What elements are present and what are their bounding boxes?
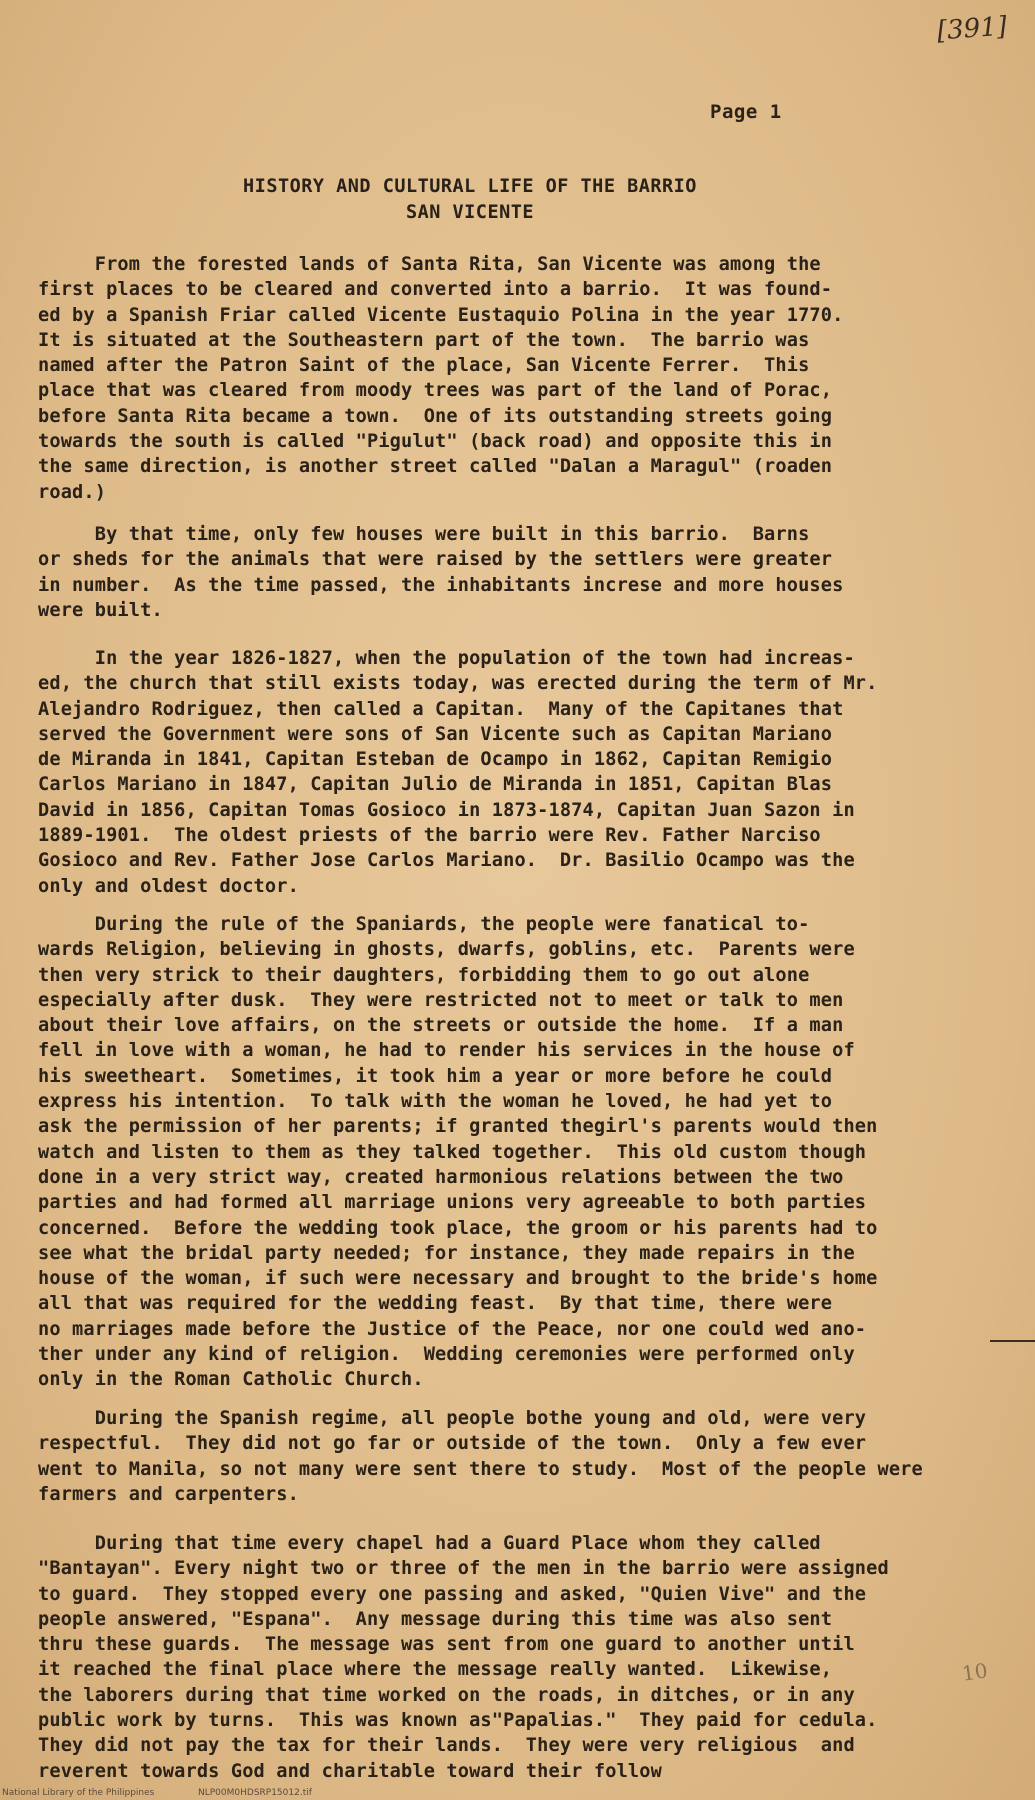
paragraph-spanish-customs: During the rule of the Spaniards, the people were fanatical to- wards Religion, believing in ghosts, dwarfs, goblins, etc. Parents were then very strick to their daughters, forbidding them to go out alone especially after dusk. They were restricted not to meet or talk to men about their love affairs, on the streets or outside the home. If a man fell in love with a woman, he had to render his services in the house of his sweetheart. Sometimes, it took him a year or more before he could express his intention. To talk with the woman he loved, he had yet to ask the permission of her parents; if granted thegirl's parents would then watch and listen to them as they talked together. This old custom though done in a very strict way, created harmonious relations between the two parties and had formed all marriage unions very agreeable to both parties concerned. Before the wedding took place, the groom or his parents had to see what the bridal party needed; for instance, they made repairs in the house of the woman, if such were necessary and brought to the bride's home all that was required for the wedding feast. By that time, there were no marriages made before the Justice of the Peace, nor one could wed ano- ther under any kind of religion. Wedding ceremonies were performed only only in the Roman Catholic Church. (38, 914, 878, 1391)
paragraph-early-houses: By that time, only few houses were built in this barrio. Barns or sheds for the animals that were raised by the settlers were greater in number. As the time passed, the inhabitants increse and more houses were built. (38, 524, 844, 621)
margin-annotation: 10 (960, 1658, 989, 1686)
paragraph-church-capitanes: In the year 1826-1827, when the population of the town had increas- ed, the church that still exists today, was erected during the term of Mr. Alejandro Rodriguez, then called a Capitan. Many of the Capitanes that served the Government were sons of San Vicente such as Capitan Mariano de Miranda in 1841, Capitan Esteban de Ocampo in 1862, Capitan Remigio Carlos Mariano in 1847, Capitan Julio de Miranda in 1851, Capitan Blas David in 1856, Capitan Tomas Gosioco in 1873-1874, Capitan Juan Sazon in 1889-1901. The oldest priests of the barrio were Rev. Father Narciso Gosioco and Rev. Father Jose Carlos Mariano. Dr. Basilio Ocampo was the only and oldest doctor. (38, 648, 878, 897)
footer-file-name: NLP00M0HDSRP15012.tif (198, 1788, 312, 1798)
footer-library-name: National Library of the Philippines (2, 1788, 155, 1798)
paragraph-guard-place: During that time every chapel had a Guard Place whom they called "Bantayan". Every night two or three of the men in the barrio were assigned to guard. They stopped every one passing and asked, "Quien Vive" and the people answered, "Espana". Any message during this time was also sent thru these guards. The message was sent from one guard to another until it reached the final place where the message really wanted. Likewise, the laborers during that time worked on the roads, in ditches, or in any public work by turns. This was known as"Papalias." They paid for cedula. They did not pay the tax for their lands. They were very religious and reverent towards God and charitable toward their follow (38, 1533, 889, 1782)
paragraph-spanish-regime: During the Spanish regime, all people bothe young and old, were very respectful. They did not go far or outside of the town. Only a few ever went to Manila, so not many were sent there to study. Most of the people were farmers and carpenters. (38, 1408, 923, 1505)
document-subtitle: SAN VICENTE (405, 202, 535, 223)
page-number: Page 1 (710, 101, 782, 123)
handwritten-page-reference: [391] (936, 11, 1008, 47)
paragraph-founding: From the forested lands of Santa Rita, San Vicente was among the first places to be cleared and converted into a barrio. It was found- ed by a Spanish Friar called Vicente Eustaquio Polina in the year 1770. It is situated at the Southeastern part of the town. The barrio was named after the Patron Saint of the place, San Vicente Ferrer. This place that was cleared from moody trees was part of the land of Porac, before Santa Rita became a town. One of its outstanding streets going towards the south is called "Pigulut" (back road) and opposite this in the same direction, is another street called "Dalan a Maragul" (roaden road.) (38, 254, 844, 503)
margin-rule (990, 1340, 1035, 1342)
document-title: HISTORY AND CULTURAL LIFE OF THE BARRIO (243, 176, 697, 197)
